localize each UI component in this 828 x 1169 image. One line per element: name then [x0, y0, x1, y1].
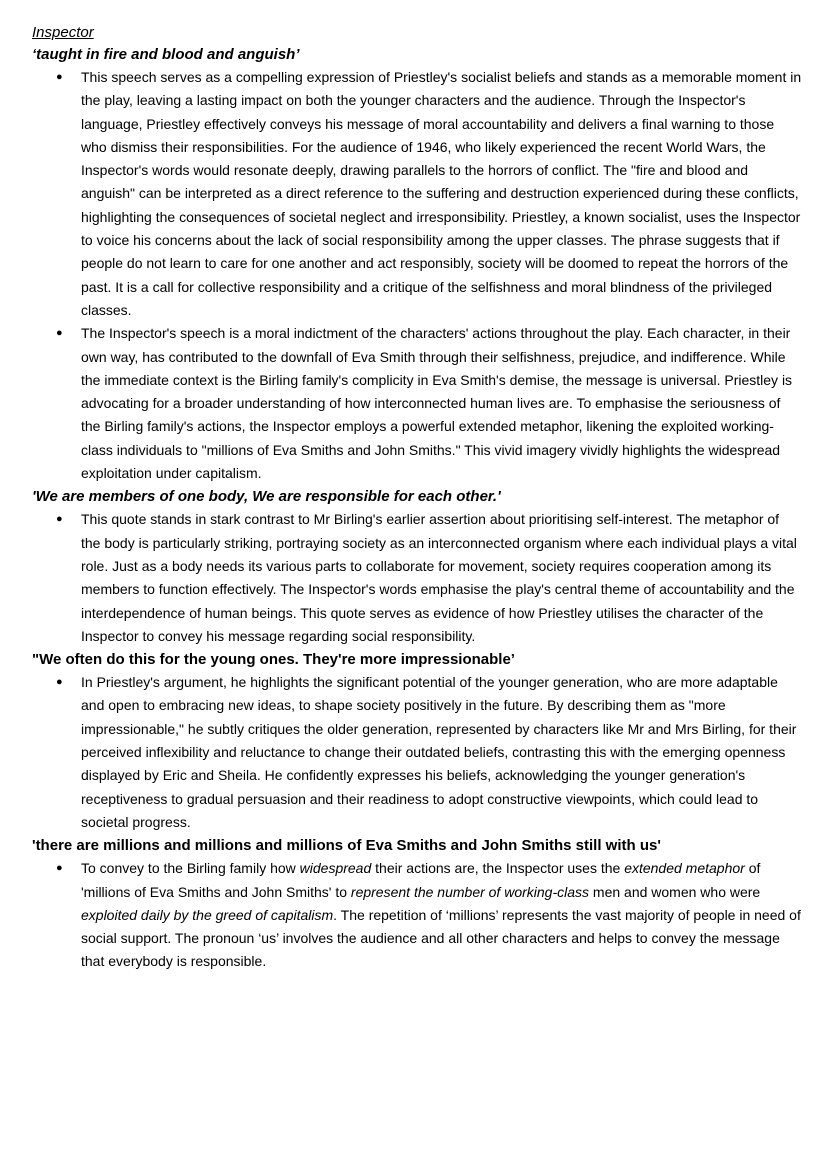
emphasis-text: represent the number of working-class	[350, 883, 590, 900]
emphasis-text: extended metaphor	[624, 860, 745, 877]
document-page	[32, 22, 802, 974]
bullet-icon: ●	[56, 327, 63, 340]
text-run: their actions are, the Inspector uses the	[371, 860, 625, 877]
quote-heading-3: "We often do this for the young ones. They're more impressionable’	[32, 651, 515, 669]
document-title: Inspector	[32, 24, 94, 41]
paragraph-text: This quote stands in stark contrast to Mr Birling's earlier assertion about prioritising self-interest. The metaphor of the body is particularly striking, portraying society as an interconnected organism where each individual plays a vital role. Just as a body needs its various parts to collaborate for movement, society requires cooperation among its members to function effectively. The Inspector's words emphasise the play's central theme of accountability and the interdependence of human beings. This quote serves as evidence of how Priestley utilises the character of the Inspector to convey his message regarding social responsibility.	[81, 511, 797, 644]
text-run: men and women who were	[589, 883, 761, 900]
bullet-icon: ●	[56, 862, 63, 875]
bullet-icon: ●	[56, 676, 63, 689]
bullet-list-2	[32, 508, 802, 648]
list-item	[32, 508, 802, 648]
emphasis-text: widespread	[299, 860, 372, 877]
bullet-icon: ●	[56, 513, 63, 526]
paragraph-text: This speech serves as a compelling expression of Priestley's socialist beliefs and stands as a memorable moment in the play, leaving a lasting impact on both the younger characters and the audience. Through the Inspector's language, Priestley effectively conveys his message of moral accountability and delivers a final warning to those who dismiss their responsibilities. For the audience of 1946, who likely experienced the recent World Wars, the Inspector's words would resonate deeply, drawing parallels to the horrors of conflict. The "fire and blood and anguish" can be interpreted as a direct reference to the suffering and destruction experienced during these conflicts, highlighting the consequences of societal neglect and irresponsibility. Priestley, a known socialist, uses the Inspector to voice his concerns about the lack of social responsibility among the upper classes. The phrase suggests that if people do not learn to care for one another and act responsibly, society will be doomed to repeat the horrors of the past. It is a call for collective responsibility and a critique of the selfishness and moral blindness of the privileged classes.	[81, 69, 802, 318]
list-item	[32, 857, 802, 973]
paragraph-text	[81, 860, 801, 969]
quote-heading-1: ‘taught in fire and blood and anguish’	[32, 46, 300, 63]
list-item	[32, 322, 802, 485]
bullet-list-3	[32, 671, 802, 834]
text-run: To convey to the Birling family how	[81, 860, 300, 877]
list-item	[32, 671, 802, 834]
paragraph-text: The Inspector's speech is a moral indictment of the characters' actions throughout the play. Each character, in their own way, has contributed to the downfall of Eva Smith through their selfishness, prejudice, and indifference. While the immediate context is the Birling family's complicity in Eva Smith's demise, the message is universal. Priestley is advocating for a broader understanding of how interconnected human lives are. To emphasise the seriousness of the Birling family's actions, the Inspector employs a powerful extended metaphor, likening the exploited working-class individuals to "millions of Eva Smiths and John Smiths." This vivid imagery vividly highlights the widespread exploitation under capitalism.	[81, 325, 793, 482]
paragraph-text: In Priestley's argument, he highlights the significant potential of the younger generation, who are more adaptable and open to embracing new ideas, to shape society positively in the future. By describing them as "more impressionable," he subtly critiques the older generation, represented by characters like Mr and Mrs Birling, for their perceived inflexibility and reluctance to change their outdated beliefs, contrasting this with the emerging openness displayed by Eric and Sheila. He confidently expresses his beliefs, acknowledging the younger generation's receptiveness to gradual persuasion and their readiness to adopt constructive viewpoints, which could lead to societal progress.	[81, 674, 797, 830]
bullet-list-1	[32, 66, 802, 485]
bullet-list-4	[32, 857, 802, 973]
text-run: . The repetition of ‘millions’ represents the vast majority of people in need of social support. The pronoun ‘us’ involves the audience and all other characters and helps to convey the message that everybody is responsible.	[81, 906, 801, 970]
bullet-icon: ●	[56, 71, 63, 83]
quote-heading-2: 'We are members of one body, We are responsible for each other.'	[32, 488, 501, 506]
list-item	[32, 66, 802, 322]
quote-heading-4: 'there are millions and millions and millions of Eva Smiths and John Smiths still with us'	[32, 837, 661, 855]
text-run: of 'millions of Eva Smiths and John Smiths' to	[81, 860, 761, 900]
emphasis-text: exploited daily by the greed of capitalism	[81, 906, 334, 923]
